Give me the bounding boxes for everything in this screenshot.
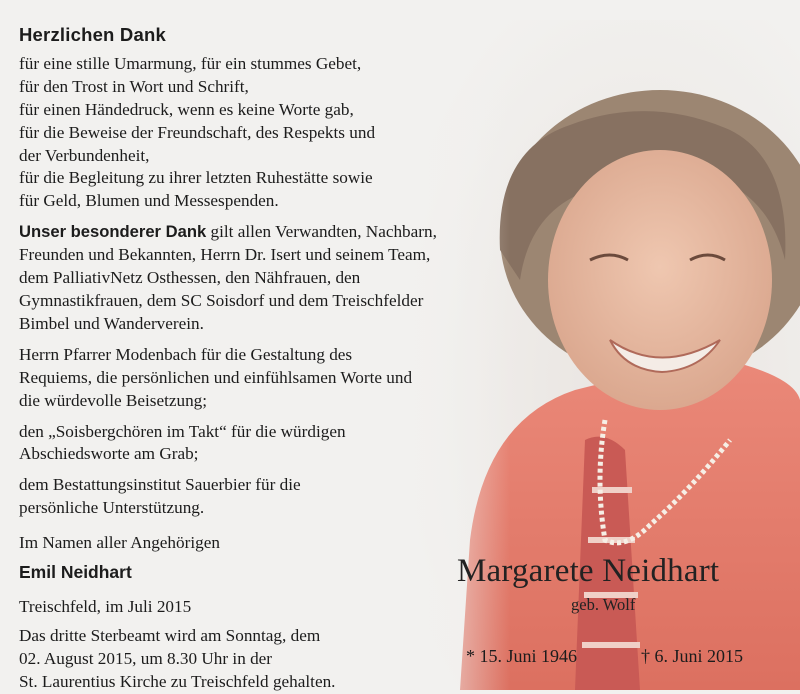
mass-notice: Das dritte Sterbeamt wird am Sonntag, dem 02. August 2015, um 8.30 Uhr in der St. Laurentius Kirche zu Treischfeld gehalten. — [19, 625, 336, 691]
on-behalf-line: Im Namen aller Angehörigen — [19, 533, 220, 553]
intro-line: für Geld, Blumen und Messespenden. — [19, 191, 279, 211]
death-date: † 6. Juni 2015 — [641, 646, 744, 666]
funeral-home-paragraph: dem Bestattungsinstitut Sauerbier für die persönliche Unterstützung. — [19, 475, 301, 518]
intro-line: der Verbundenheit, — [19, 145, 150, 165]
place-date: Treischfeld, im Juli 2015 — [19, 596, 192, 616]
signer-name: Emil Neidhart — [19, 562, 132, 583]
choir-paragraph: den „Soisbergchören im Takt“ für die würdigen Abschiedsworte am Grab; — [19, 421, 346, 464]
intro-line: für die Beweise der Freundschaft, des Respekts und — [19, 122, 376, 142]
special-thanks-paragraph — [19, 221, 489, 336]
special-thanks-text: gilt allen Verwandten, Nachbarn, Freunden und Bekannten, Herrn Dr. Isert und seinem Team, dem PalliativNetz Osthessen, den Nähfrauen, den Gymnastikfrauen, dem SC Soisdorf und dem Treischfelder Bimbel und Wanderverein. — [19, 222, 437, 333]
maiden-name: geb. Wolf — [571, 595, 636, 614]
intro-line: für die Begleitung zu ihrer letzten Ruhestätte sowie — [19, 168, 373, 188]
text-column — [19, 24, 489, 694]
intro-paragraph — [19, 53, 489, 213]
special-thanks-emphasis: Unser besonderer Dank — [19, 222, 207, 242]
birth-date: * 15. Juni 1946 — [466, 646, 578, 666]
pastor-paragraph: Herrn Pfarrer Modenbach für die Gestaltung des Requiems, die persönlichen und einfühlsamen Worte und die würdevolle Beisetzung; — [19, 344, 413, 410]
intro-line: für den Trost in Wort und Schrift, — [19, 76, 249, 96]
thanks-heading: Herzlichen Dank — [19, 24, 166, 45]
intro-line: für eine stille Umarmung, für ein stummes Gebet, — [19, 53, 362, 73]
deceased-name: Margarete Neidhart — [457, 553, 720, 589]
intro-line: für einen Händedruck, wenn es keine Worte gab, — [19, 99, 354, 119]
